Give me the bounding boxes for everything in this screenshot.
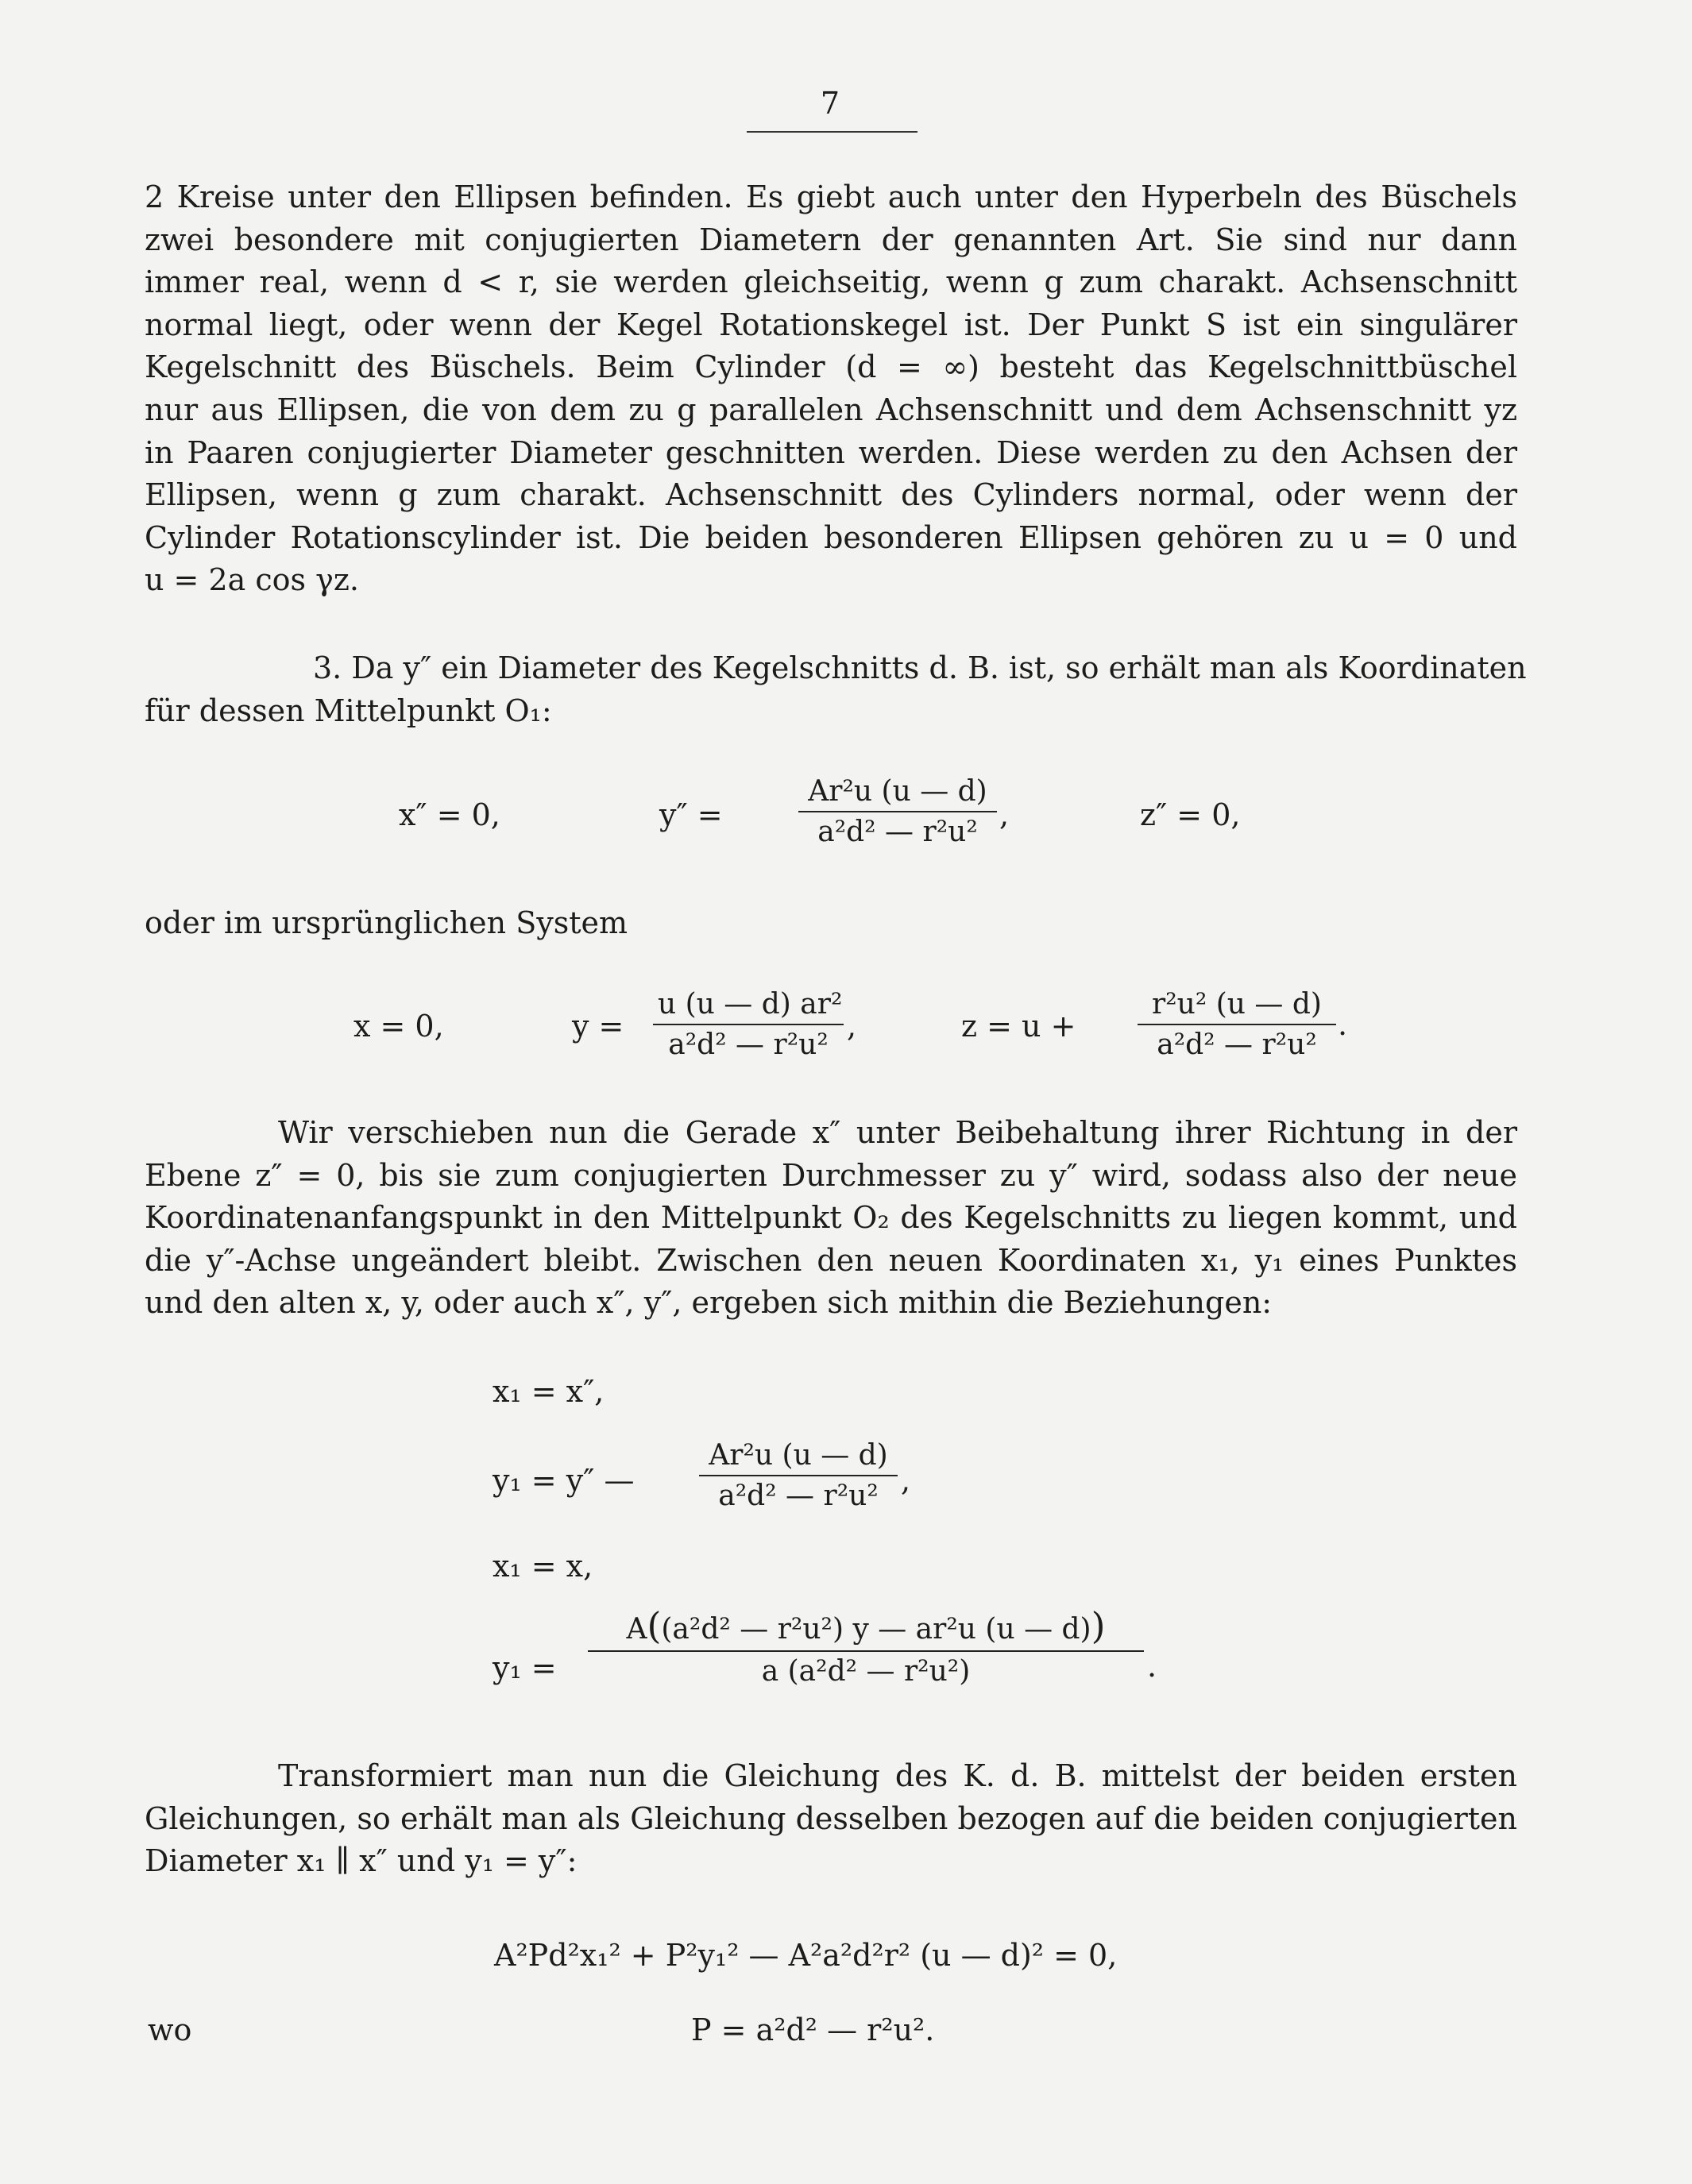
text-line: Ebene z″ = 0, bis sie zum conjugierten Durchmesser zu y″ wird, sodass also der neue <box>145 1157 1517 1193</box>
denominator: a²d² — r²u² <box>1138 1024 1336 1061</box>
page-number-rule <box>747 131 917 133</box>
eq6-period: . <box>1147 1649 1157 1684</box>
text-line: zwei besondere mit conjugierten Diametern der genannten Art. Sie sind nur dann <box>145 222 1517 257</box>
eq2-x: x = 0, <box>353 1009 444 1044</box>
paragraph-3 <box>145 1112 1517 1325</box>
denominator: a²d² — r²u² <box>699 1475 898 1512</box>
text-line: Cylinder Rotationscylinder ist. Die beiden besonderen Ellipsen gehören zu u = 0 und <box>145 519 1517 555</box>
eq6-fraction <box>588 1604 1144 1688</box>
eq2-z-fraction <box>1138 988 1336 1061</box>
eq2-z-lhs: z = u + <box>961 1009 1076 1044</box>
numerator-inner: (a²d² — r²u²) y — ar²u (u — d) <box>661 1613 1091 1646</box>
eq4-comma: , <box>901 1463 911 1498</box>
eq1-comma: , <box>999 797 1010 832</box>
numerator <box>588 1604 1144 1650</box>
text-line: die y″-Achse ungeändert bleibt. Zwischen den neuen Koordinaten x₁, y₁ eines Punktes <box>145 1242 1517 1278</box>
eq-x1-equals-x-double-prime: x₁ = x″, <box>493 1374 605 1409</box>
eq2-y-lhs: y = <box>572 1009 624 1044</box>
eq2-y-fraction <box>653 988 844 1061</box>
text-line: 2 Kreise unter den Ellipsen befinden. Es giebt auch unter den Hyperbeln des Büschels <box>145 179 1517 214</box>
open-paren: ( <box>647 1604 662 1647</box>
denominator: a²d² — r²u² <box>798 811 997 848</box>
text-line: normal liegt, oder wenn der Kegel Rotationskegel ist. Der Punkt S ist ein singulärer <box>145 307 1517 342</box>
eq2-period: . <box>1338 1007 1348 1042</box>
text-line: Kegelschnitt des Büschels. Beim Cylinder (d = ∞) besteht das Kegelschnittbüschel <box>145 349 1517 385</box>
equation-p-definition: P = a²d² — r²u². <box>691 2012 935 2047</box>
denominator: a²d² — r²u² <box>653 1024 844 1061</box>
eq1-z: z″ = 0, <box>1140 797 1241 832</box>
eq1-x: x″ = 0, <box>399 797 500 832</box>
text-line: in Paaren conjugierter Diameter geschnitten werden. Diese werden zu den Achsen der <box>145 434 1517 470</box>
paragraph-1 <box>145 176 1517 602</box>
eq4-fraction <box>699 1439 898 1512</box>
text-line: Diameter x₁ ∥ x″ und y₁ = y″: <box>145 1843 578 1879</box>
close-paren: ) <box>1091 1604 1106 1647</box>
eq1-y-lhs: y″ = <box>659 797 723 832</box>
eq1-y-fraction <box>798 775 997 848</box>
equation-conjugate-diameters: A²Pd²x₁² + P²y₁² — A²a²d²r² (u — d)² = 0, <box>494 1938 1118 1973</box>
numerator: Ar²u (u — d) <box>709 1439 888 1472</box>
eq2-comma: , <box>847 1009 857 1044</box>
text-line: 3. Da y″ ein Diameter des Kegelschnitts d. B. ist, so erhält man als Koordinaten <box>313 650 1527 685</box>
eq-x1-equals-x: x₁ = x, <box>493 1549 593 1584</box>
text-line: nur aus Ellipsen, die von dem zu g parallelen Achsenschnitt und dem Achsenschnitt yz <box>145 392 1517 427</box>
label-wo: wo <box>148 2012 192 2047</box>
denominator: a (a²d² — r²u²) <box>588 1650 1144 1688</box>
numerator-factor: A <box>626 1613 647 1646</box>
page-number: 7 <box>820 86 840 121</box>
text-line: u = 2a cos γz. <box>145 562 359 598</box>
numerator: r²u² (u — d) <box>1152 988 1322 1021</box>
text-line: Koordinatenanfangspunkt in den Mittelpunkt O₂ des Kegelschnitts zu liegen kommt, und <box>145 1200 1517 1236</box>
text-line: Ellipsen, wenn g zum charakt. Achsenschnitt des Cylinders normal, oder wenn der <box>145 477 1517 513</box>
numerator: u (u — d) ar² <box>658 988 843 1021</box>
paragraph-2 <box>145 647 1527 732</box>
eq4-lhs: y₁ = y″ — <box>493 1463 635 1498</box>
text-line: Gleichungen, so erhält man als Gleichung desselben bezogen auf die beiden conjugierten <box>145 1800 1517 1836</box>
paragraph-4 <box>145 1755 1517 1883</box>
numerator: Ar²u (u — d) <box>808 775 987 808</box>
text-original-system: oder im ursprünglichen System <box>145 905 628 940</box>
text-line: und den alten x, y, oder auch x″, y″, ergeben sich mithin die Beziehungen: <box>145 1285 1273 1321</box>
text-line: Wir verschieben nun die Gerade x″ unter Beibehaltung ihrer Richtung in der <box>278 1115 1517 1150</box>
text-line: für dessen Mittelpunkt O₁: <box>145 693 552 728</box>
eq6-lhs: y₁ = <box>493 1650 557 1685</box>
text-line: Transformiert man nun die Gleichung des K. d. B. mittelst der beiden ersten <box>278 1758 1517 1793</box>
text-line: immer real, wenn d < r, sie werden gleichseitig, wenn g zum charakt. Achsenschnitt <box>145 264 1517 300</box>
